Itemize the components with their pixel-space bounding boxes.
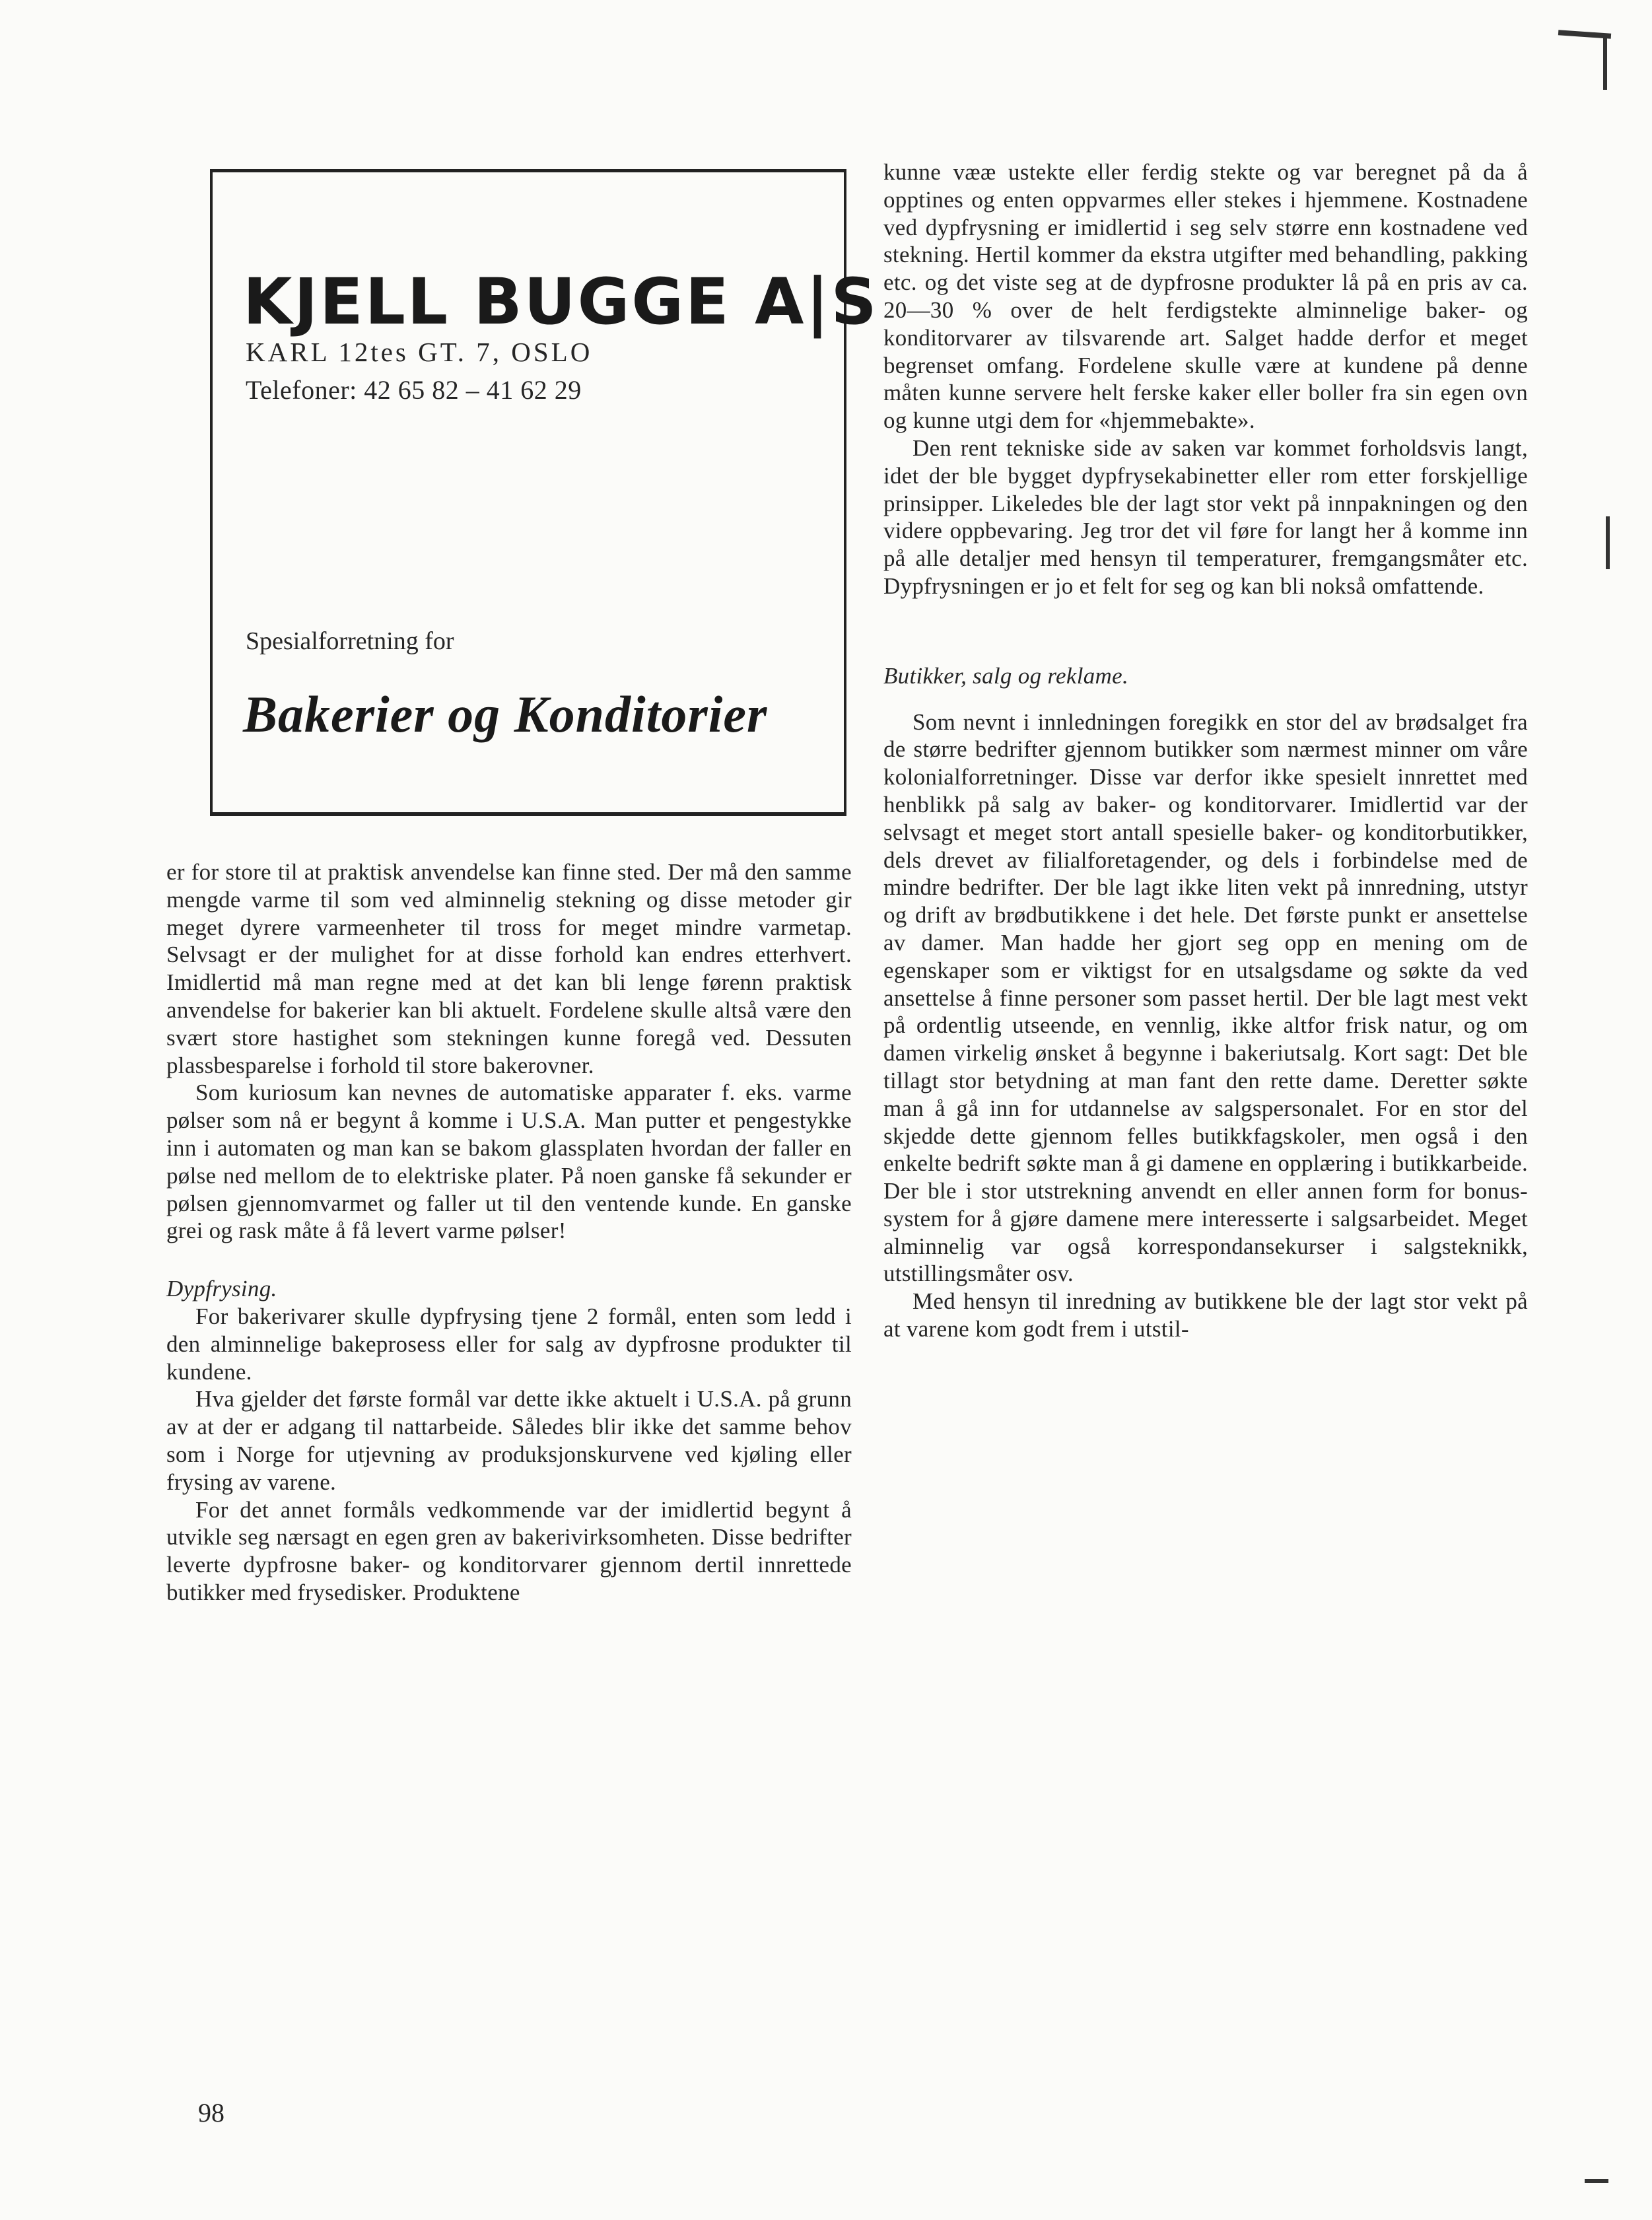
paragraph: Med hensyn til inredning av butikkene ble der lagt stor vekt på at varene kom godt frem i utstil-	[883, 1288, 1528, 1342]
paragraph: Hva gjelder det første formål var dette ikke aktuelt i U.S.A. på grunn av at der er adgang til nattarbeide. Således blir ikke det samme behov som i Norge for utjevning av produksjonskurvene ved kjøling eller frysing av varene.	[166, 1386, 852, 1495]
left-column	[166, 858, 852, 1607]
section-heading: Butikker, salg og reklame.	[883, 662, 1128, 689]
ad-address: KARL 12tes GT. 7, OSLO	[246, 337, 593, 367]
paragraph: Som kuriosum kan nevnes de automatiske apparater f. eks. varme pølser som nå er begynt å komme i U.S.A. Man putter et pengestykke inn i automaten og man kan se bakom glassplaten hvordan der faller en pølse ned mellom de to elektriske plater. På noen ganske få sekunder er pølsen gjennomvarmet og faller ut til den ventende kunde. En ganske grei og rask måte å få levert varme pølser!	[166, 1080, 852, 1244]
ad-company-name: KJELL BUGGE A|S	[243, 265, 879, 339]
paragraph: kunne vææ ustekte eller ferdig stekte og var beregnet på da å opptines og enten oppvarmes eller stekes i hjemmene. Kostnadene ved dypfrysning er imidlertid i seg selv større enn kostnadene ved stekning. Hertil kommer da ekstra utgifter med behandling, pakking etc. og det viste seg at de dypfrosne produkter lå på en pris av ca. 20—30 % over de helt ferdigstekte alminnelige baker- og konditorvarer av tilsvarende art. Salget hadde derfor et meget begrenset omfang. Fordelene skulle være at kundene på denne måten kunne servere helt ferske kaker eller boller fra sin egen ovn og kunne utgi dem for «hjemmebakte».	[883, 159, 1528, 434]
ad-specialty: Spesialforretning for	[246, 627, 454, 655]
scan-edge-mark	[1585, 2179, 1608, 2183]
page-number: 98	[198, 2098, 224, 2128]
paragraph: Den rent tekniske side av saken var kommet forholdsvis langt, idet der ble bygget dypfrysekabinetter eller rom etter forskjellige prinsipper. Likeledes ble der lagt stor vekt på innpakningen og den videre oppbevaring. Jeg tror det vil føre for langt her å komme inn på alle detaljer med hensyn til temperaturer, fremgangsmåter etc. Dypfrysningen er jo et felt for seg og kan bli nokså omfattende.	[883, 434, 1528, 599]
advertisement-box	[210, 169, 879, 816]
scan-edge-mark	[1603, 37, 1607, 90]
scan-edge-mark	[1606, 516, 1610, 569]
paragraph: Som nevnt i innledningen foregikk en stor del av brødsalget fra de større bedrifter gjennom butikker som nærmest minner om våre kolonialforretninger. Disse var derfor ikke spesielt innrettet med henblikk på salg av baker- og konditorvarer. Imidlertid var der selvsagt et meget stort antall spesielle baker- og konditorbutikker, dels drevet av filialforetagender, og dels i forbindelse med de mindre bedrifter. Der ble lagt ikke liten vekt på innredning, utstyr og drift av brødbutikkene i det hele. Det første punkt er ansettelse av damer. Man hadde her gjort seg opp en mening om de egenskaper som er viktigst for en utsalgsdame og søkte da ved ansettelse å finne personer som passet hertil. Der ble lagt mest vekt på ordentlig utseende, en vennlig, ikke altfor frisk natur, og om damen virkelig ønsket å begynne i bakeriutsalg. Kort sagt: Det ble tillagt stor betydning at man fant den rette dame. Deretter søkte man å gå inn for utdannelse av salgspersonalet. For en stor del skjedde dette gjennom felles butikkfagskoler, men også i den enkelte bedrift søkte man å gi damene en opplæring i butikkarbeide. Der ble i stor utstrekning anvendt en eller annen form for bonus-system for å gjøre damene mere interesserte i salgsarbeidet. Meget alminnelig var også korrespondansekurser i salgsteknikk, utstillingsmåter osv.	[883, 709, 1528, 1287]
ad-tagline: Bakerier og Konditorier	[243, 685, 768, 743]
paragraph: For det annet formåls vedkommende var der imidlertid begynt å utvikle seg nærsagt en egen gren av bakerivirksomheten. Disse bedrifter leverte dypfrosne baker- og konditorvarer gjennom dertil innrettede butikker med frysedisker. Produktene	[166, 1496, 852, 1605]
paragraph: For bakerivarer skulle dypfrysing tjene 2 formål, enten som ledd i den alminnelige bakeprosess eller for salg av dypfrosne produkter til kundene.	[166, 1303, 852, 1385]
ad-phone: Telefoner: 42 65 82 – 41 62 29	[246, 375, 582, 405]
paragraph: er for store til at praktisk anvendelse kan finne sted. Der må den samme mengde varme til som ved alminnelig stekning og disse metoder gir meget dyrere varmeenheter til tross for meget mindre varmetap. Selvsagt er der mulighet for at disse forhold kan endres etterhvert. Imidlertid må man regne med at det kan bli lenge førenn praktisk anvendelse for bakerier kan bli aktuelt. Fordelene skulle altså være den svært store hastighet som stekningen kunne foregå ved. Dessuten plassbesparelse i forhold til store bakerovner.	[166, 859, 852, 1078]
right-column	[883, 158, 1528, 1343]
section-heading: Dypfrysing.	[166, 1276, 277, 1302]
